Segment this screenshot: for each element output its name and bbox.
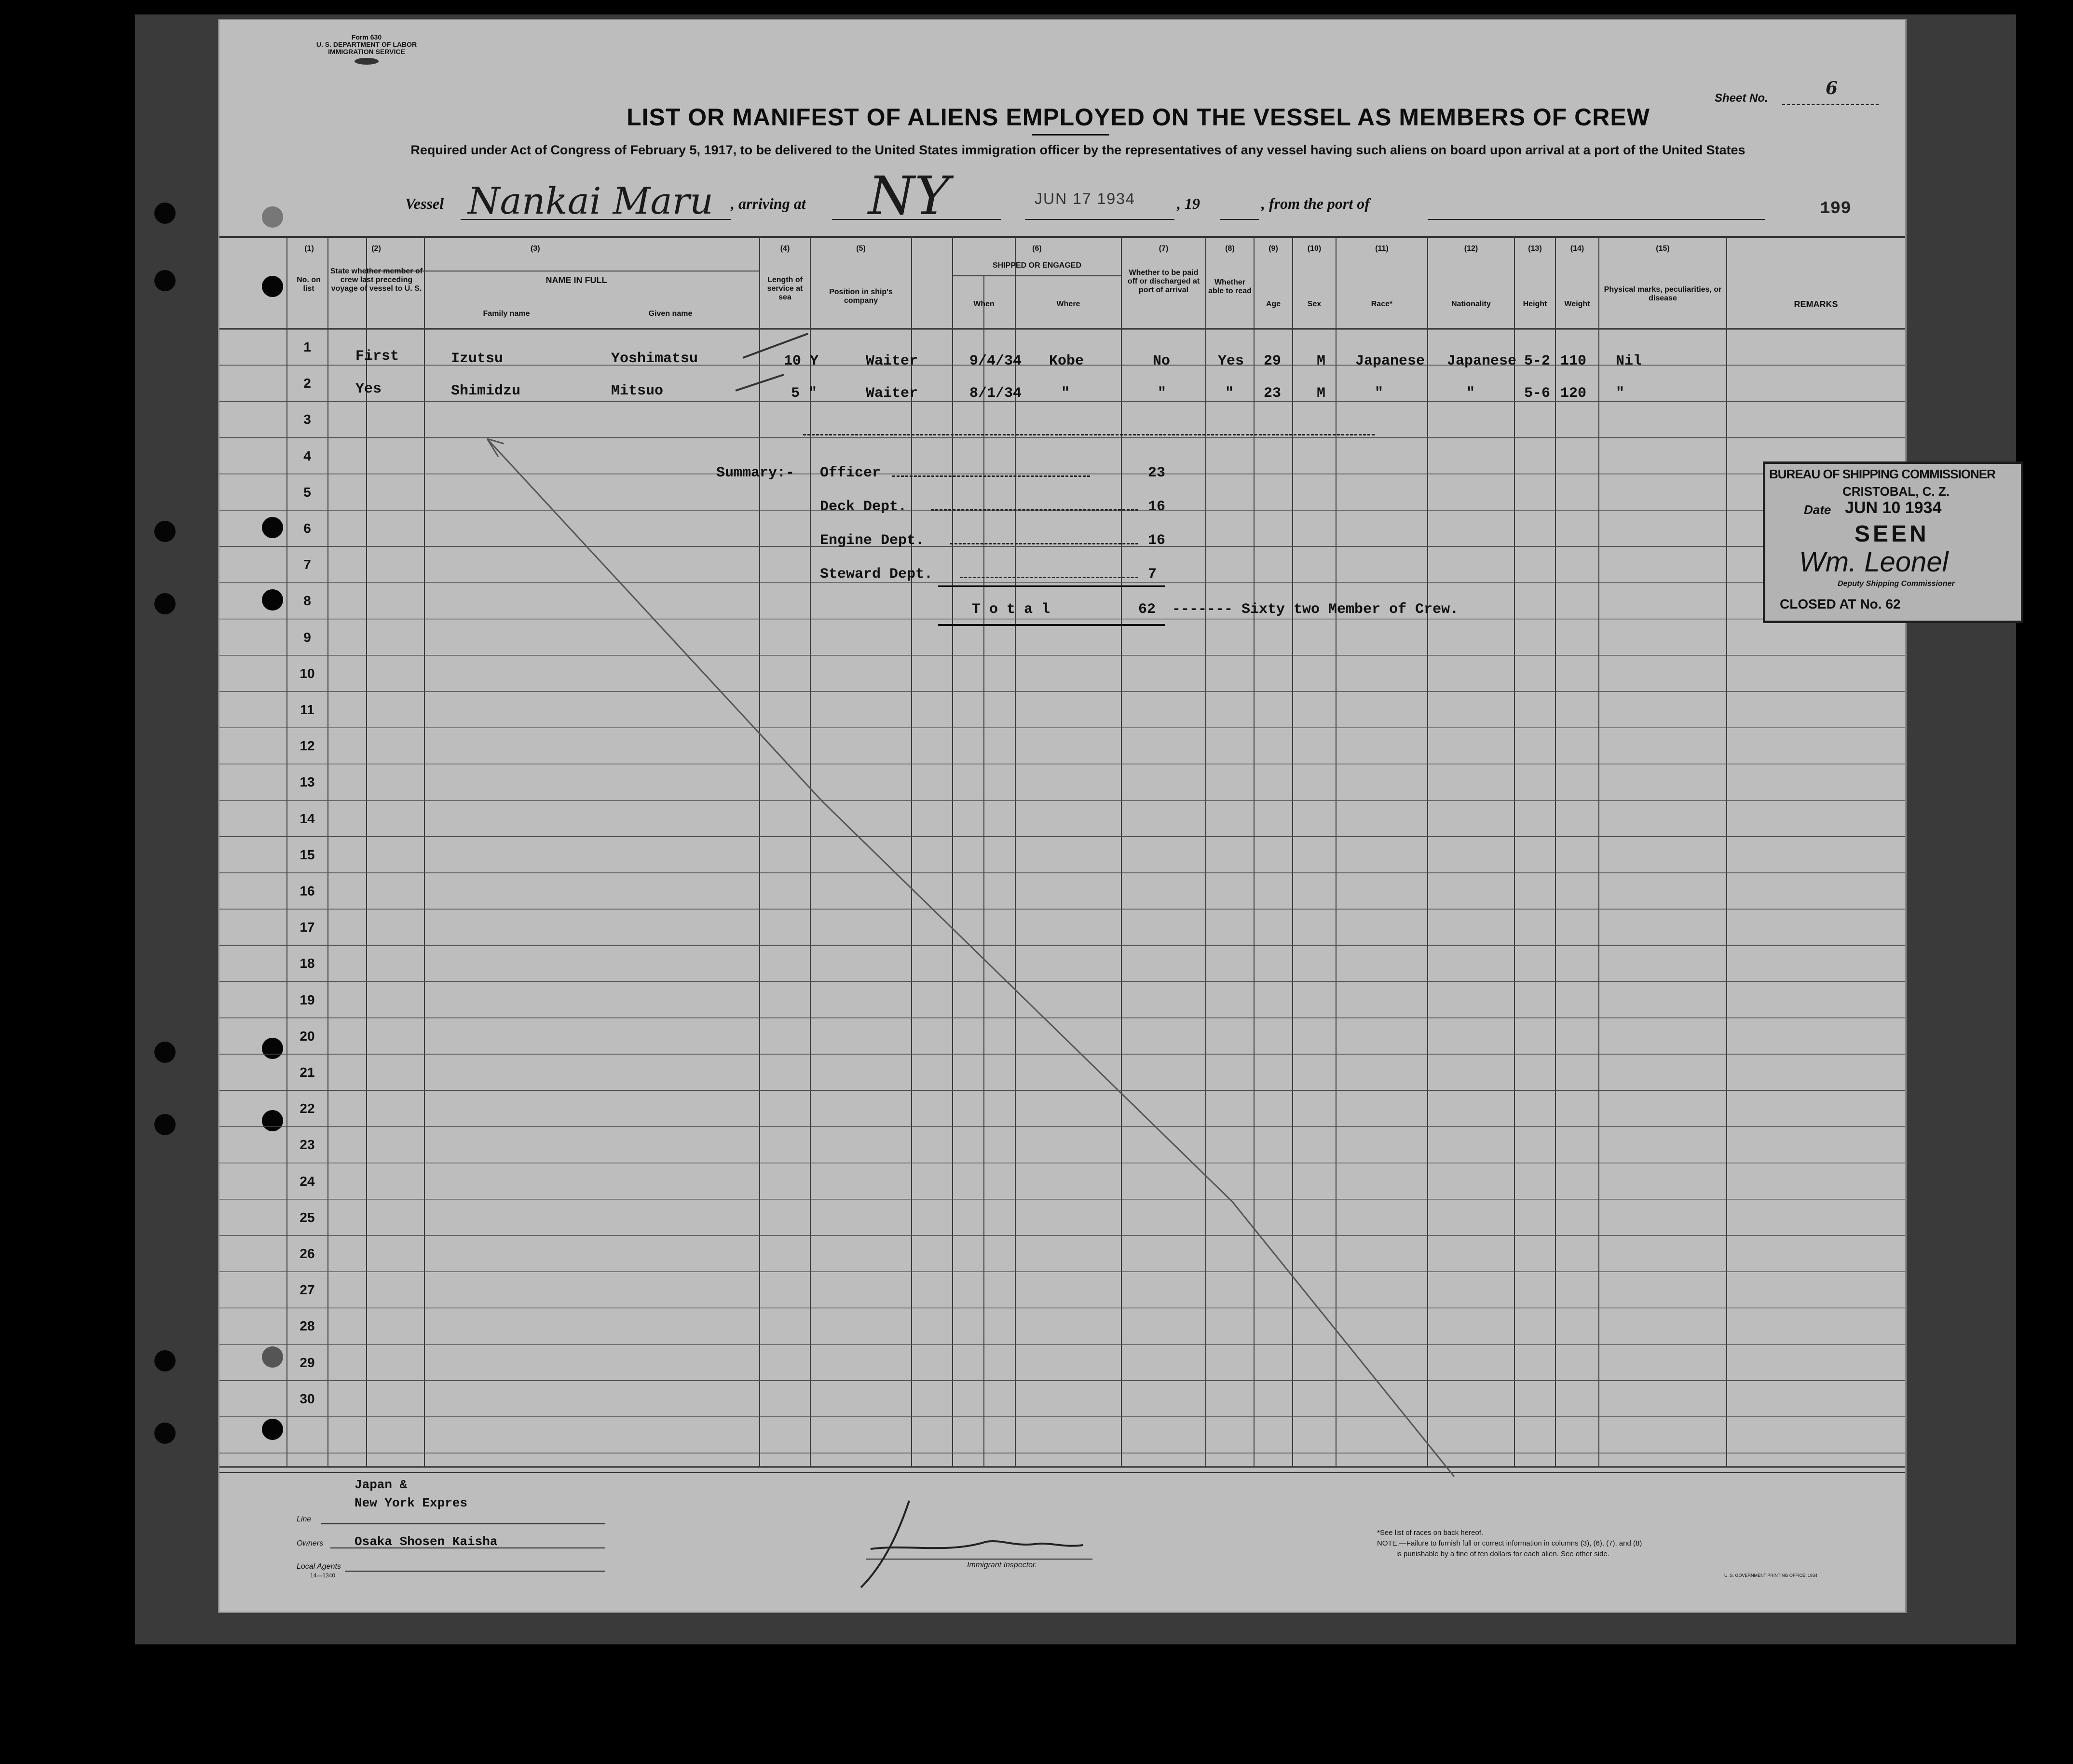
crew-nationality: " bbox=[1466, 385, 1475, 402]
owners-label: Owners bbox=[297, 1539, 324, 1547]
fine-note-1: NOTE.—Failure to furnish full or correct information in columns (3), (6), (7), and (8) bbox=[1377, 1539, 1642, 1547]
summary-label: Summary:- bbox=[716, 465, 795, 481]
summary-leader bbox=[931, 509, 1138, 511]
summary-item-value: 16 bbox=[1148, 499, 1166, 515]
row-number: 29 bbox=[300, 1355, 315, 1370]
printing-office: U. S. GOVERNMENT PRINTING OFFICE: 1934 bbox=[1724, 1573, 1817, 1578]
crew-state: First bbox=[355, 348, 399, 365]
crew-sex: M bbox=[1317, 385, 1326, 402]
col-num-9: (9) bbox=[1268, 244, 1278, 253]
col-head-paid-off: Whether to be paid off or discharged at port of arrival bbox=[1127, 269, 1200, 294]
from-port-label: , from the port of bbox=[1261, 195, 1370, 212]
row-number: 28 bbox=[300, 1318, 315, 1334]
service-name: IMMIGRATION SERVICE bbox=[328, 48, 405, 55]
crew-paid-off: " bbox=[1158, 385, 1167, 402]
arriving-port: NY bbox=[868, 165, 950, 227]
col-head-no-on-list: No. on list bbox=[297, 276, 321, 293]
crew-physical: " bbox=[1616, 385, 1625, 402]
col-head-shipped: SHIPPED OR ENGAGED bbox=[992, 261, 1082, 270]
row-number: 10 bbox=[300, 665, 315, 681]
stamp-role: Deputy Shipping Commissioner bbox=[1838, 580, 1955, 588]
inspector-rule bbox=[866, 1559, 1092, 1560]
summary-leader bbox=[960, 577, 1138, 578]
row-number: 25 bbox=[300, 1209, 315, 1225]
inspector-label: Immigrant Inspector. bbox=[967, 1561, 1037, 1569]
col-head-race: Race* bbox=[1371, 300, 1393, 308]
summary-item-value: 7 bbox=[1148, 566, 1157, 583]
row-number: 23 bbox=[300, 1137, 315, 1153]
col-num-4: (4) bbox=[780, 244, 790, 253]
department-name: U. S. DEPARTMENT OF LABOR bbox=[316, 41, 417, 48]
col-head-weight: Weight bbox=[1564, 300, 1590, 308]
crew-age: 23 bbox=[1264, 385, 1282, 402]
owners-rule bbox=[330, 1547, 605, 1548]
crew-sex: M bbox=[1317, 353, 1326, 369]
crew-when: 9/4/34 bbox=[969, 353, 1022, 369]
col-num-7: (7) bbox=[1159, 244, 1169, 253]
col-num-2: (2) bbox=[371, 244, 381, 253]
shipping-commissioner-stamp bbox=[1763, 461, 2023, 623]
crew-able-read: " bbox=[1225, 385, 1234, 402]
vessel-name: Nankai Maru bbox=[468, 179, 713, 222]
binder-hole bbox=[154, 1423, 176, 1444]
col-head-when: When bbox=[973, 300, 995, 308]
col-head-name: NAME IN FULL bbox=[546, 275, 607, 285]
summary-total-text: ------- Sixty two Member of Crew. bbox=[1172, 601, 1459, 618]
crew-given-name: Mitsuo bbox=[611, 383, 664, 399]
summary-total-rule bbox=[938, 585, 1165, 587]
row-number: 5 bbox=[303, 484, 311, 500]
crew-height: 5-2 bbox=[1524, 353, 1551, 369]
stamp-bureau: BUREAU OF SHIPPING COMMISSIONER bbox=[1769, 467, 1995, 481]
summary-leader bbox=[950, 543, 1138, 544]
crew-family-name: Shimidzu bbox=[451, 383, 521, 399]
owners-value: Osaka Shosen Kaisha bbox=[355, 1534, 498, 1549]
col-head-physical: Physical marks, peculiarities, or disease bbox=[1604, 285, 1722, 302]
summary-total-underline bbox=[938, 624, 1165, 626]
col-head-age: Age bbox=[1266, 300, 1281, 308]
summary-item-name: Engine Dept. bbox=[820, 532, 925, 549]
row-number: 20 bbox=[300, 1028, 315, 1044]
row-number: 17 bbox=[300, 920, 315, 935]
binder-hole bbox=[154, 1350, 176, 1371]
binder-hole bbox=[154, 203, 176, 224]
row-number: 24 bbox=[300, 1173, 315, 1189]
summary-item-value: 23 bbox=[1148, 465, 1166, 481]
line-label: Line bbox=[297, 1515, 312, 1523]
line-value-2: New York Expres bbox=[355, 1496, 468, 1510]
sheet-number-label: Sheet No. bbox=[1715, 92, 1768, 105]
summary-separator bbox=[803, 434, 1375, 435]
col-num-14: (14) bbox=[1570, 244, 1584, 253]
row-number: 30 bbox=[300, 1391, 315, 1406]
crew-age: 29 bbox=[1264, 353, 1282, 369]
stamp-seen: SEEN bbox=[1855, 521, 1929, 547]
pencil-cancel-line bbox=[487, 439, 1454, 1477]
col-num-10: (10) bbox=[1307, 244, 1322, 253]
row-number: 26 bbox=[300, 1246, 315, 1261]
crew-weight: 110 bbox=[1560, 353, 1587, 369]
crew-physical: Nil bbox=[1616, 353, 1642, 369]
row-number: 14 bbox=[300, 811, 315, 826]
line-value-1: Japan & bbox=[355, 1478, 408, 1492]
row-number: 27 bbox=[300, 1282, 315, 1298]
row-number: 19 bbox=[300, 992, 315, 1007]
stamp-date-label: Date bbox=[1804, 502, 1831, 517]
col-head-remarks: REMARKS bbox=[1794, 299, 1838, 309]
binder-hole bbox=[154, 270, 176, 291]
col-num-12: (12) bbox=[1464, 244, 1478, 253]
row-number: 9 bbox=[303, 629, 311, 645]
row-number: 21 bbox=[300, 1065, 315, 1080]
crew-length: 10 Y bbox=[784, 353, 819, 369]
row-number: 1 bbox=[303, 339, 311, 354]
col-head-state: State whether member of crew last preceding voyage of vessel to U. S. bbox=[330, 267, 423, 293]
stamp-closed: CLOSED AT No. 62 bbox=[1780, 597, 1901, 611]
binder-hole bbox=[154, 1114, 176, 1135]
crew-where: " bbox=[1061, 385, 1070, 402]
row-number: 7 bbox=[303, 557, 311, 572]
row-number: 16 bbox=[300, 883, 315, 898]
crew-when: 8/1/34 bbox=[969, 385, 1022, 402]
stamp-date: JUN 10 1934 bbox=[1845, 499, 1942, 517]
row-number: 22 bbox=[300, 1101, 315, 1116]
fine-note-2: is punishable by a fine of ten dollars for each alien. See other side. bbox=[1396, 1550, 1609, 1558]
row-number: 18 bbox=[300, 956, 315, 971]
col-num-5: (5) bbox=[856, 244, 866, 253]
crew-state: Yes bbox=[355, 381, 382, 397]
row-number: 4 bbox=[303, 448, 311, 463]
col-num-11: (11) bbox=[1375, 244, 1389, 253]
row-number: 6 bbox=[303, 521, 311, 536]
crew-race: " bbox=[1375, 385, 1384, 402]
crew-weight: 120 bbox=[1560, 385, 1587, 402]
summary-item-name: Steward Dept. bbox=[820, 566, 933, 583]
summary-leader bbox=[892, 475, 1090, 477]
crew-paid-off: No bbox=[1153, 353, 1171, 369]
col-head-sex: Sex bbox=[1307, 300, 1322, 308]
crew-height: 5-6 bbox=[1524, 385, 1551, 402]
col-head-length: Length of service at sea bbox=[767, 276, 803, 301]
summary-item-value: 16 bbox=[1148, 532, 1166, 549]
form-number: Form 630 bbox=[351, 33, 382, 41]
col-head-able-read: Whether able to read bbox=[1208, 278, 1252, 295]
crew-position: Waiter bbox=[866, 385, 918, 402]
col-num-15: (15) bbox=[1656, 244, 1670, 253]
row-number: 13 bbox=[300, 774, 315, 790]
row-number: 8 bbox=[303, 593, 311, 609]
races-note: *See list of races on back hereof. bbox=[1377, 1529, 1484, 1537]
col-head-where: Where bbox=[1056, 300, 1080, 308]
vessel-label: Vessel bbox=[405, 195, 444, 212]
summary-total-label: T o t a l bbox=[972, 601, 1050, 618]
col-num-6: (6) bbox=[1032, 244, 1042, 253]
binder-hole bbox=[154, 521, 176, 542]
summary-item-name: Officer bbox=[820, 465, 881, 481]
summary-total-value: 62 bbox=[1138, 601, 1156, 618]
sheet-number-value: 6 bbox=[1826, 78, 1838, 98]
arrival-date-stamp: JUN 17 1934 bbox=[1035, 190, 1135, 207]
manifest-page bbox=[219, 20, 1995, 1612]
row-number: 2 bbox=[303, 376, 311, 391]
crew-race: Japanese bbox=[1355, 353, 1425, 369]
col-head-nationality: Nationality bbox=[1451, 300, 1491, 308]
manifest-grid bbox=[219, 20, 1905, 1612]
binder-hole bbox=[154, 1042, 176, 1063]
summary-item-name: Deck Dept. bbox=[820, 499, 907, 515]
col-num-3: (3) bbox=[531, 244, 540, 253]
binder-hole bbox=[154, 593, 176, 614]
crew-able-read: Yes bbox=[1218, 353, 1244, 369]
crew-position: Waiter bbox=[866, 353, 918, 369]
row-number: 3 bbox=[303, 412, 311, 427]
crew-where: Kobe bbox=[1049, 353, 1084, 369]
stamp-signature: Wm. Leonel bbox=[1799, 546, 1949, 578]
page-title: LIST OR MANIFEST OF ALIENS EMPLOYED ON THE VESSEL AS MEMBERS OF CREW bbox=[627, 104, 1650, 131]
row-number: 15 bbox=[300, 847, 315, 862]
agents-rule bbox=[345, 1571, 605, 1572]
crew-nationality: Japanese bbox=[1447, 353, 1517, 369]
crew-given-name: Yoshimatsu bbox=[611, 351, 698, 367]
arriving-label: , arriving at bbox=[731, 195, 806, 212]
row-number: 11 bbox=[300, 702, 314, 717]
page-number: 199 bbox=[1820, 199, 1851, 218]
crew-length: 5 " bbox=[791, 385, 818, 402]
col-num-1: (1) bbox=[304, 244, 314, 253]
stamp-location: CRISTOBAL, C. Z. bbox=[1842, 484, 1950, 499]
line-rule bbox=[321, 1523, 605, 1524]
col-num-13: (13) bbox=[1528, 244, 1542, 253]
col-num-8: (8) bbox=[1225, 244, 1235, 253]
inspector-signature bbox=[842, 1491, 1092, 1597]
col-head-height: Height bbox=[1523, 300, 1547, 308]
col-head-given: Given name bbox=[648, 310, 693, 318]
col-head-family: Family name bbox=[483, 310, 530, 318]
crew-family-name: Izutsu bbox=[451, 351, 504, 367]
agents-code: 14—1340 bbox=[310, 1572, 336, 1579]
agents-label: Local Agents bbox=[297, 1562, 341, 1571]
year-label: , 19 bbox=[1177, 195, 1200, 212]
page-subtitle: Required under Act of Congress of February 5, 1917, to be delivered to the United States immigration officer by the representatives of any vessel having such aliens on board upon arrival at a port of the United States bbox=[410, 143, 1746, 157]
row-number: 12 bbox=[300, 738, 315, 754]
col-head-position: Position in ship's company bbox=[829, 288, 893, 305]
